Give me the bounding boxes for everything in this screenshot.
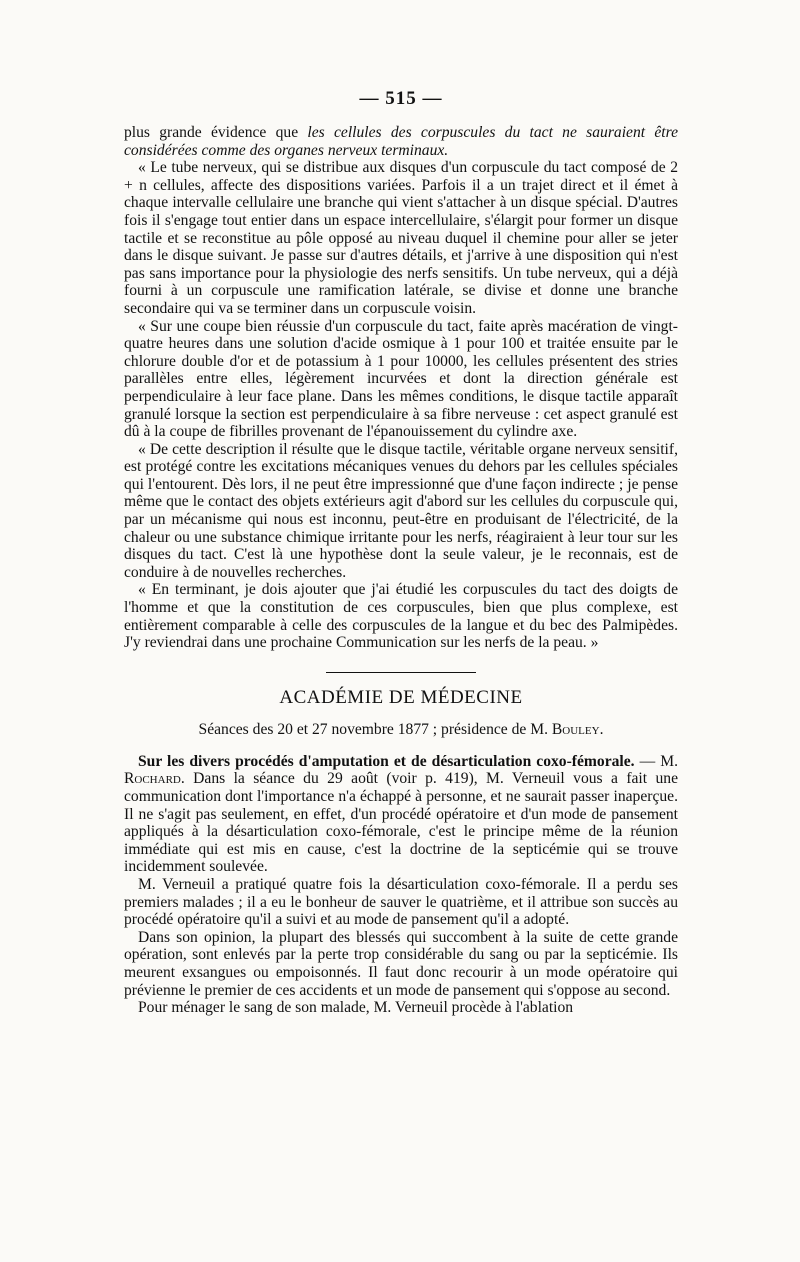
paragraph-2: « Le tube nerveux, qui se distribue aux disques d'un corpuscule du tact composé de 2 + n cellules, affecte des dispositions variées. Parfois il a un trajet direct et il émet à chaque intervalle cellulaire une branche qui vient s'attacher à un disque spécial. D'autres fois il s'engage tout entier dans un espace intercellulaire, s'élargit pour former un disque tactile et se reconstitue au pôle opposé au niveau duquel il chemine pour aller se jeter dans le disque suivant. Je passe sur d'autres détails, et j'arrive à une disposition qui n'est pas sans importance pour la physiologie des nerfs sensitifs. Un tube nerveux, qui a déjà fourni à un corpuscule une ramification latérale, se divise et donne une branche secondaire qui va se terminer dans un corpuscule voisin.: [124, 159, 678, 317]
page-number: — 515 —: [359, 88, 443, 109]
session-president: Bouley: [551, 720, 600, 738]
article-intro: — M.: [634, 752, 678, 770]
paragraph-1: [124, 124, 678, 159]
section-divider: [326, 672, 476, 673]
paragraph-1-text: plus grande évidence que: [124, 124, 308, 141]
paragraph-5: « En terminant, je dois ajouter que j'ai étudié les corpuscules du tact des doigts de l'homme et que la constitution de ces corpuscules, bien que plus complexe, est entièrement comparable à celle des corpuscules de la langue et du bec des Palmipèdes. J'y reviendrai dans une prochaine Communication sur les nerfs de la peau. »: [124, 581, 678, 652]
paragraph-3: « Sur une coupe bien réussie d'un corpuscule du tact, faite après macération de vingt-quatre heures dans une solution d'acide osmique à 1 pour 100 et traitée ensuite par le chlorure double d'or et de potassium à 1 pour 10000, les cellules présentent des stries parallèles entre elles, légèrement incurvées et dont la direction générale est perpendiculaire à leur face plane. Dans les mêmes conditions, le disque tactile apparaît granulé lorsque la section est perpendiculaire à sa fibre nerveuse : cet aspect granulé est dû à la coupe de fibrilles provenant de l'épanouissement du cylindre axe.: [124, 317, 678, 441]
session-text: Séances des 20 et 27 novembre 1877 ; présidence de M.: [198, 720, 552, 738]
section-title: ACADÉMIE DE MÉDECINE: [279, 686, 523, 708]
article-paragraph-2: M. Verneuil a pratiqué quatre fois la désarticulation coxo-fémorale. Il a perdu ses premiers malades ; il a eu le bonheur de sauver le quatrième, et il attribue son succès au procédé opératoire qu'il a suivi et au mode de pansement qu'il a adopté.: [124, 875, 678, 929]
article-author: Rochard: [124, 770, 181, 788]
session-line: [124, 721, 678, 739]
article-paragraph-3: Dans son opinion, la plupart des blessés qui succombent à la suite de cette grande opération, sont enlevés par la perte trop considérable du sang ou par la septicémie. Ils meurent exsangues ou empoisonnés. Il faut donc recourir à un mode opératoire qui prévienne le premier de ces accidents et un mode de pansement qui s'oppose au second.: [124, 928, 678, 999]
session-end: .: [599, 720, 604, 738]
article-heading: Sur les divers procédés d'amputation et de désarticulation coxo-fémorale.: [138, 752, 635, 770]
article-text: . Dans la séance du 29 août (voir p. 419), M. Verneuil vous a fait une communication dont l'importance n'a échappé à personne, et ne saurait passer inaperçue. Il ne s'agit pas seulement, en effet, d'un procédé opératoire et d'un mode de pansement appliqués à la désarticulation coxo-fémorale, c'est le principe même de la réunion immédiate qui est mis en cause, c'est la doctrine de la septicémie qui se trouve incidemment soulevée.: [124, 770, 678, 876]
article-paragraph-4: Pour ménager le sang de son malade, M. Verneuil procède à l'ablation: [138, 999, 574, 1017]
article-paragraph-1: [124, 753, 678, 876]
paragraph-1-italic: les cellules des corpuscules du tact ne sauraient être considérées comme des organes nerveux terminaux.: [124, 124, 679, 159]
document-page: [124, 88, 678, 1017]
paragraph-4: « De cette description il résulte que le disque tactile, véritable organe nerveux sensitif, est protégé contre les excitations mécaniques venues du dehors par les cellules spéciales qui l'entourent. Dès lors, il ne peut être impressionné que d'une façon indirecte ; je pense même que le contact des objets extérieurs agit d'abord sur les cellules du corpuscule qui, par un mécanisme qui nous est inconnu, peut-être en produisant de l'électricité, de la chaleur ou une substance chimique irritante pour les nerfs, réagiraient à leur tour sur les disques du tact. C'est là une hypothèse dont la seule valeur, je le reconnais, est de conduire à de nouvelles recherches.: [124, 440, 678, 581]
